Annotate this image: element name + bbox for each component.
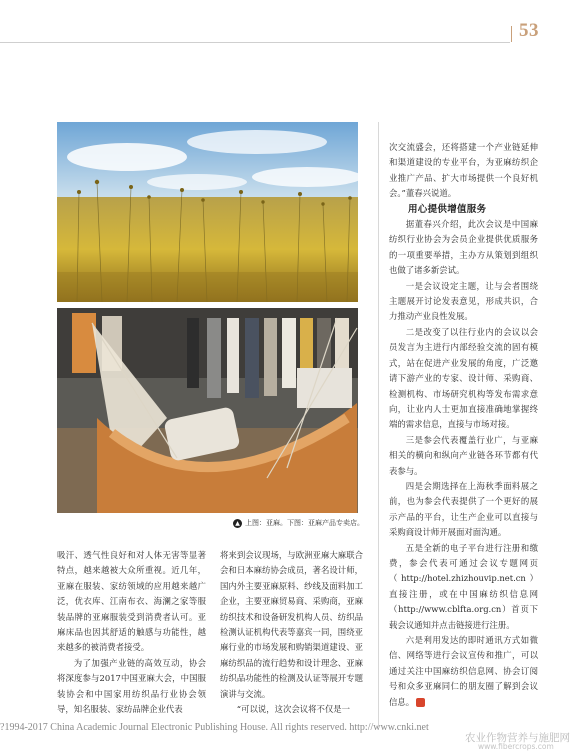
paragraph: 次交流盛会，还将搭建一个产业链延伸和渠道建设的专业平台，为亚麻纺织企业推广产品、扩大市场提供一个良好机会。”董春兴说道。 bbox=[389, 142, 538, 199]
paragraph-last-text: 六是利用发达的即时通讯方式如微信、网络等进行会议宣传和推广，可以通过关注中国麻纺织信息网、协会订阅号和众多亚麻同仁的朋友圈了解到会议信息。 bbox=[389, 635, 538, 707]
left-column bbox=[57, 548, 206, 717]
article-end-icon bbox=[416, 698, 425, 707]
footer-watermark-url: www.fibercrops.com bbox=[478, 742, 554, 751]
page-number: 53 bbox=[519, 20, 539, 41]
section-heading: 用心提供增值服务 bbox=[408, 203, 487, 215]
paragraph: 二是改变了以往行业内的会议以会员发言为主进行内部经验交流的固有模式，站在促进产业发展的角度，广泛邀请下游产业的专家、设计师、采购商、检测机构、市场研究机构等发布需求意向，让业内人士更加直接准确地掌握终端的需求信息，直接与市场对接。 bbox=[389, 326, 538, 430]
footer-copyright: ?1994-2017 China Academic Journal Electronic Publishing House. All rights reserved. http://www.cnki.net bbox=[0, 722, 429, 733]
paragraph: 吸汗、透气性良好和对人体无害等显著特点，越来越被大众所重视。近几年，亚麻在服装、家纺领域的应用越来越广泛，优衣库、江南布衣、海澜之家等服装品牌的亚麻服装受到消费者认可。亚麻床品也因其舒适的触感与功能性，越来越多的被消费者接受。 bbox=[57, 550, 206, 653]
header-rule bbox=[0, 42, 510, 43]
photo-caption bbox=[233, 518, 363, 528]
caption-arrow-icon: ▲ bbox=[233, 519, 242, 528]
paragraph: 三是参会代表覆盖行业广，与亚麻相关的横向和纵向产业链各环节都有代表参与。 bbox=[389, 434, 538, 476]
linen-products-exhibit-photo bbox=[57, 308, 358, 513]
paragraph: 据董春兴介绍，此次会议是中国麻纺织行业协会为会员企业提供优质服务的一项重要举措，主办方从策划到组织也做了诸多新尝试。 bbox=[389, 219, 538, 276]
footer-watermark: 农业作物营养与施肥网 bbox=[465, 732, 570, 744]
paragraph: 五是全新的电子平台进行注册和缴费，参会代表可通过会议专题网页（http://hotel.zhizhouvip.net.cn）直接注册，或在中国麻纺织信息网（http://www.cblfta.org.cn）首页下载会议通知并点击链接进行注册。 bbox=[389, 542, 538, 630]
flax-field-photo bbox=[57, 122, 358, 302]
paragraph: 一是会议设定主题，让与会者围绕主题展开讨论发表意见，形成共识，合力推动产业良性发展。 bbox=[389, 280, 538, 322]
column-divider bbox=[378, 122, 379, 727]
right-column bbox=[389, 140, 538, 710]
paragraph-last bbox=[389, 633, 538, 710]
paragraph: “可以说，这次会议将不仅是一 bbox=[236, 704, 350, 715]
page-number-divider bbox=[511, 26, 512, 42]
middle-column bbox=[220, 548, 363, 717]
paragraph: 四是会期选择在上海秋季面料展之前，也为参会代表提供了一个更好的展示产品的平台，让生产企业可以直接与采购商设计师开展面对面沟通。 bbox=[389, 480, 538, 538]
caption-text: 上图：亚麻。下图：亚麻产品专卖店。 bbox=[245, 519, 364, 527]
paragraph: 将来到会议现场，与欧洲亚麻大麻联合会和日本麻纺协会成员，著名设计师，国内外主要亚麻原料、纱线及面料加工企业，主要亚麻贸易商、采购商，亚麻纺织技术和设备研发机构人员、纺织品检测认证机构代表等嘉宾一同，围绕亚麻行业的市场发展和购销渠道建设、亚麻纺织品的流行趋势和设计理念、亚麻纺织品功能性的检测及认证等展开专题演讲与交流。 bbox=[220, 550, 363, 699]
paragraph: 为了加强产业链的高效互动，协会将深度参与2017中国亚麻大会，中国服装协会和中国家用纺织品行业协会领导，知名服装、家纺品牌企业代表 bbox=[57, 657, 206, 715]
